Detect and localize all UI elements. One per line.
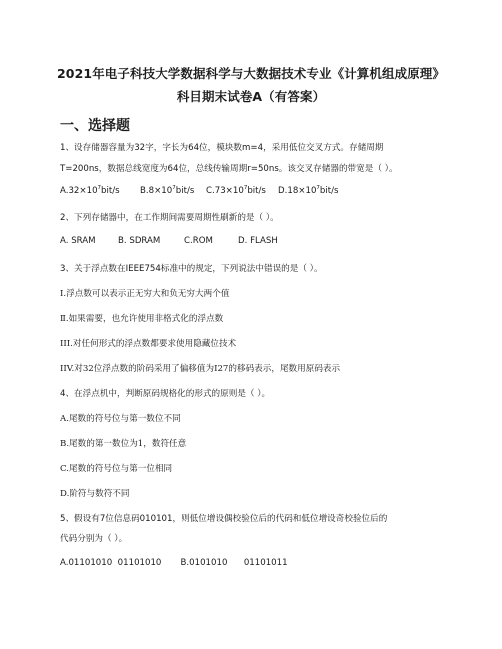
question-2-option-a: A. SRAM [60,236,96,246]
question-4-option-b: B.尾数的第一数位为1，数符任意 [60,439,187,449]
question-2-options [60,236,278,246]
question-5-line1: 5、假设有7位信息码010101，则低位增设偶校验位后的代码和低位增设奇校验位后的 [60,514,388,524]
exam-title-line2: 科目期末试卷A（有答案） [176,89,326,104]
question-3-item-1: I.浮点数可以表示正无穷大和负无穷大两个值 [60,289,230,299]
question-2-text: 2、下列存储器中，在工作期间需要周期性刷新的是（ ）。 [60,213,279,223]
question-1-option-a: $A.32\times 10^7bit/s$ [60,185,120,196]
question-5-options: A.01101010 01101010 B.0101010 01101011 [60,558,288,568]
question-4-text: 4、在浮点机中，判断原码规格化的形式的原则是（ ）。 [60,389,271,399]
question-1-line2: T=200ns，数据总线宽度为64位，总线传输周期r=50ns。该交叉存储器的带宽是（ ）。 [60,164,398,174]
question-1-options [60,186,339,196]
question-3-item-3: III.对任何形式的浮点数都要求使用隐藏位技术 [60,339,237,349]
question-4-option-c: C.尾数的符号位与第一位相同 [60,464,173,474]
question-3-item-2: Ⅱ.如果需要，也允许使用非格式化的浮点数 [60,314,224,324]
question-4-option-d: D.阶符与数符不同 [60,489,130,499]
question-1-option-c: $C.73\times 10^7bit/s$ [206,185,266,196]
question-4-option-a: A.尾数的符号位与第一数位不同 [60,414,181,424]
question-5-line2: 代码分别为（ ）。 [60,534,128,544]
question-1-option-b: $B.8\times 10^7bit/s$ [140,185,195,196]
question-1-line1: 1、设存储器容量为32字，字长为64位，模块数m=4，采用低位交叉方式。存储周期 [60,143,384,153]
question-2-option-c: C.ROM [184,236,213,246]
section-heading-choice: 一、选择题 [60,118,130,134]
question-1-option-d: $D.18\times 10^7bit/s$ [278,185,339,196]
exam-title-line1: 2021年电子科技大学数据科学与大数据技术专业《计算机组成原理》 [57,66,445,81]
question-3-text: 3、关于浮点数在IEEE754标准中的规定，下列说法中错误的是（ ）。 [60,264,323,274]
question-2-option-d: D. FLASH [238,236,278,246]
question-3-item-4: IIV.对32位浮点数的阶码采用了偏移值为I27的移码表示，尾数用原码表示 [60,364,341,374]
question-2-option-b: B. SDRAM [118,236,161,246]
